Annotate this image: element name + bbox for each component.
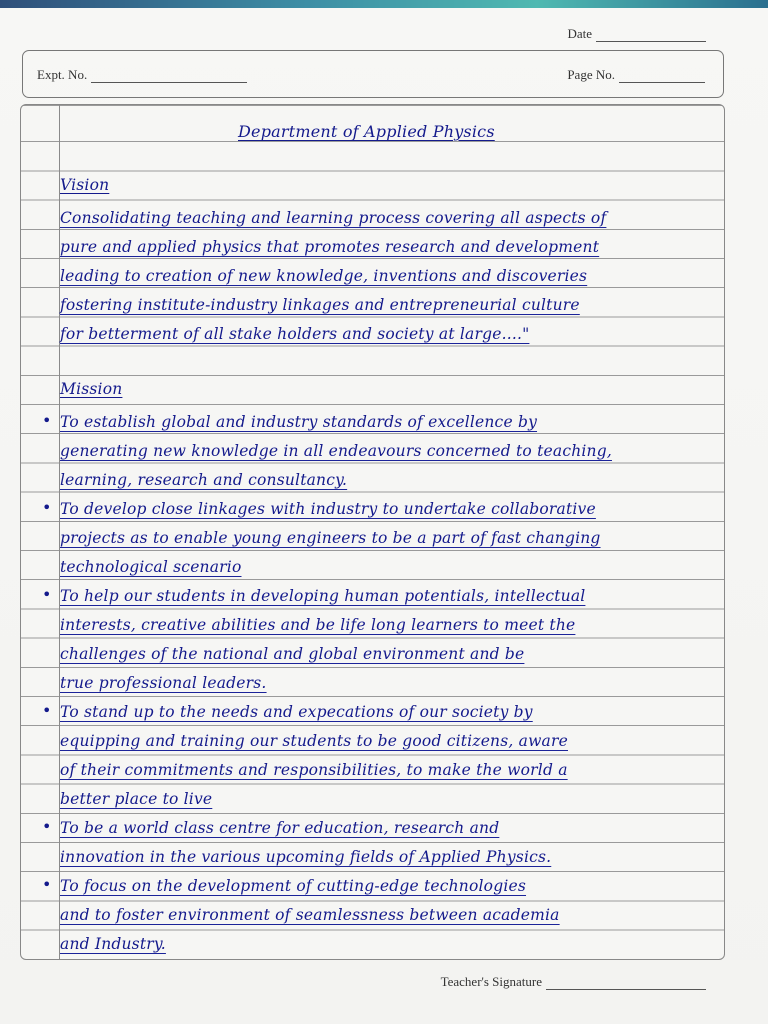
bullet-icon: • <box>42 817 52 836</box>
mission-line: true professional leaders. <box>60 674 267 692</box>
vision-line: Consolidating teaching and learning process covering all aspects of <box>60 209 607 227</box>
bullet-icon: • <box>42 411 52 430</box>
page-no-label: Page No. <box>567 67 615 82</box>
page-no-field <box>567 67 705 83</box>
mission-line: interests, creative abilities and be life long learners to meet the <box>60 616 576 634</box>
vision-line: pure and applied physics that promotes research and development <box>60 238 600 256</box>
mission-line: innovation in the various upcoming fields of Applied Physics. <box>60 848 552 866</box>
signature-label: Teacher's Signature <box>440 974 542 989</box>
mission-line: equipping and training our students to be good citizens, aware <box>60 732 568 750</box>
date-field <box>567 26 706 42</box>
mission-line: To be a world class centre for education, research and <box>60 819 500 837</box>
mission-line: technological scenario <box>60 558 242 576</box>
expt-no-line <box>91 70 247 83</box>
header-box <box>22 50 724 98</box>
mission-line: To establish global and industry standards of excellence by <box>60 413 538 431</box>
bullet-icon: • <box>42 875 52 894</box>
mission-line: To help our students in developing human potentials, intellectual <box>60 587 586 605</box>
mission-line: To stand up to the needs and expecations of our society by <box>60 703 533 721</box>
expt-no-label: Expt. No. <box>37 67 88 82</box>
vision-line: leading to creation of new knowledge, inventions and discoveries <box>60 267 588 285</box>
bullet-icon: • <box>42 498 52 517</box>
mission-line: challenges of the national and global environment and be <box>60 645 525 663</box>
bullet-icon: • <box>42 701 52 720</box>
teacher-signature-field <box>441 974 706 990</box>
mission-line: and to foster environment of seamlessness between academia <box>60 906 560 924</box>
mission-line: To develop close linkages with industry to undertake collaborative <box>60 500 596 518</box>
vision-line: for betterment of all stake holders and society at large...." <box>60 325 530 343</box>
mission-line: of their commitments and responsibilities, to make the world a <box>60 761 568 779</box>
mission-line: learning, research and consultancy. <box>60 471 348 489</box>
mission-heading: Mission <box>60 380 123 398</box>
mission-line: better place to live <box>60 790 213 808</box>
date-label: Date <box>567 26 592 41</box>
mission-line: To focus on the development of cutting-edge technologies <box>60 877 527 895</box>
page-title: Department of Applied Physics <box>238 122 495 141</box>
page-no-line <box>619 70 705 83</box>
mission-line: generating new knowledge in all endeavours concerned to teaching, <box>60 442 612 460</box>
bullet-icon: • <box>42 585 52 604</box>
signature-line <box>546 977 706 990</box>
date-line <box>596 29 706 42</box>
expt-no-field <box>37 67 247 83</box>
vision-line: fostering institute-industry linkages and entrepreneurial culture <box>60 296 580 314</box>
mission-line: and Industry. <box>60 935 166 953</box>
mission-line: projects as to enable young engineers to be a part of fast changing <box>60 529 601 547</box>
cover-edge <box>0 0 768 8</box>
vision-heading: Vision <box>60 176 110 194</box>
